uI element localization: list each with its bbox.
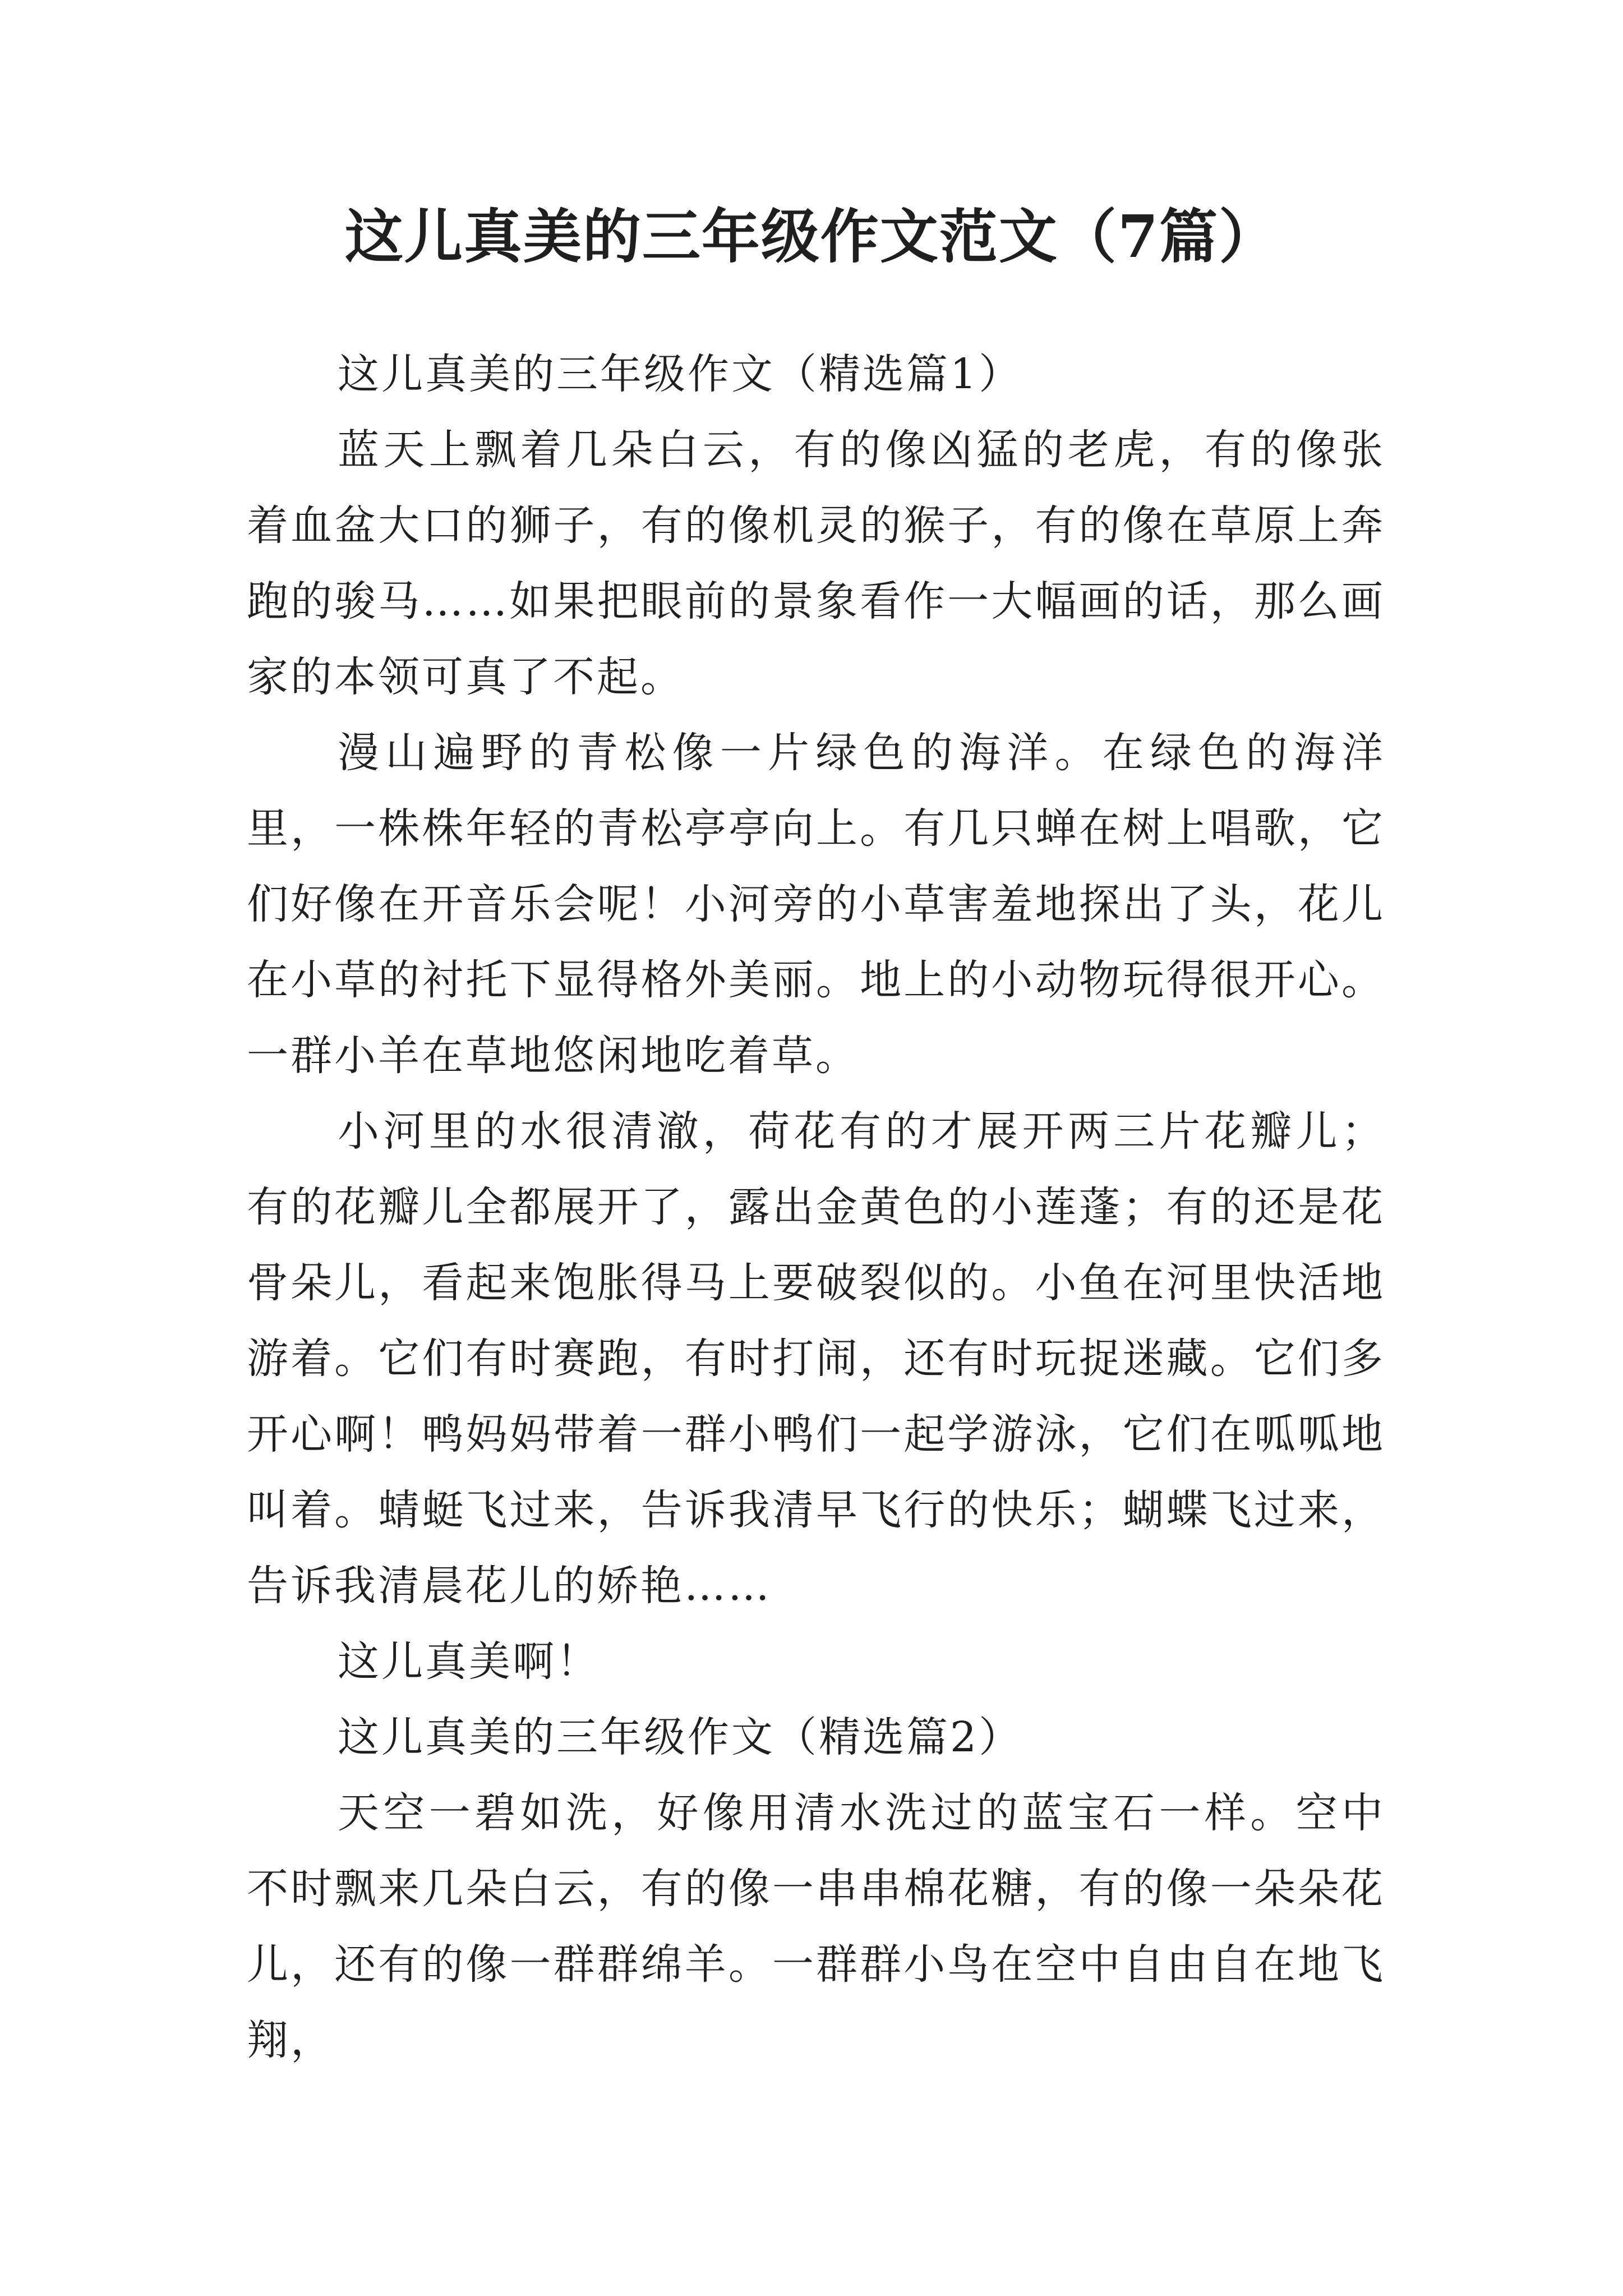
section-heading-2: 这儿真美的三年级作文（精选篇2） <box>338 1713 1023 1761</box>
section-heading-1: 这儿真美的三年级作文（精选篇1） <box>338 350 1023 398</box>
document-title: 这儿真美的三年级作文范文（7篇） <box>344 202 1279 271</box>
paragraph: 这儿真美啊！ <box>338 1637 600 1686</box>
document-body <box>247 337 1385 2078</box>
paragraph: 漫山遍野的青松像一片绿色的海洋。在绿色的海洋里，一株株年轻的青松亭亭向上。有几只蝉在树上唱歌，它们好像在开音乐会呢！小河旁的小草害羞地探出了头，花儿在小草的衬托下显得格外美丽。地上的小动物玩得很开心。一群小羊在草地悠闲地吃着草。 <box>247 729 1385 1080</box>
paragraph: 小河里的水很清澈，荷花有的才展开两三片花瓣儿；有的花瓣儿全都展开了，露出金黄色的小莲蓬；有的还是花骨朵儿，看起来饱胀得马上要破裂似的。小鱼在河里快活地游着。它们有时赛跑，有时打闹，还有时玩捉迷藏。它们多开心啊！鸭妈妈带着一群小鸭们一起学游泳，它们在呱呱地叫着。蜻蜓飞过来，告诉我清早飞行的快乐；蝴蝶飞过来，告诉我清晨花儿的娇艳…… <box>247 1107 1385 1610</box>
paragraph: 天空一碧如洗，好像用清水洗过的蓝宝石一样。空中不时飘来几朵白云，有的像一串串棉花糖，有的像一朵朵花儿，还有的像一群群绵羊。一群群小鸟在空中自由自在地飞翔， <box>247 1789 1385 2064</box>
paragraph: 蓝天上飘着几朵白云，有的像凶猛的老虎，有的像张着血盆大口的狮子，有的像机灵的猴子，有的像在草原上奔跑的骏马……如果把眼前的景象看作一大幅画的话，那么画家的本领可真了不起。 <box>247 426 1385 701</box>
